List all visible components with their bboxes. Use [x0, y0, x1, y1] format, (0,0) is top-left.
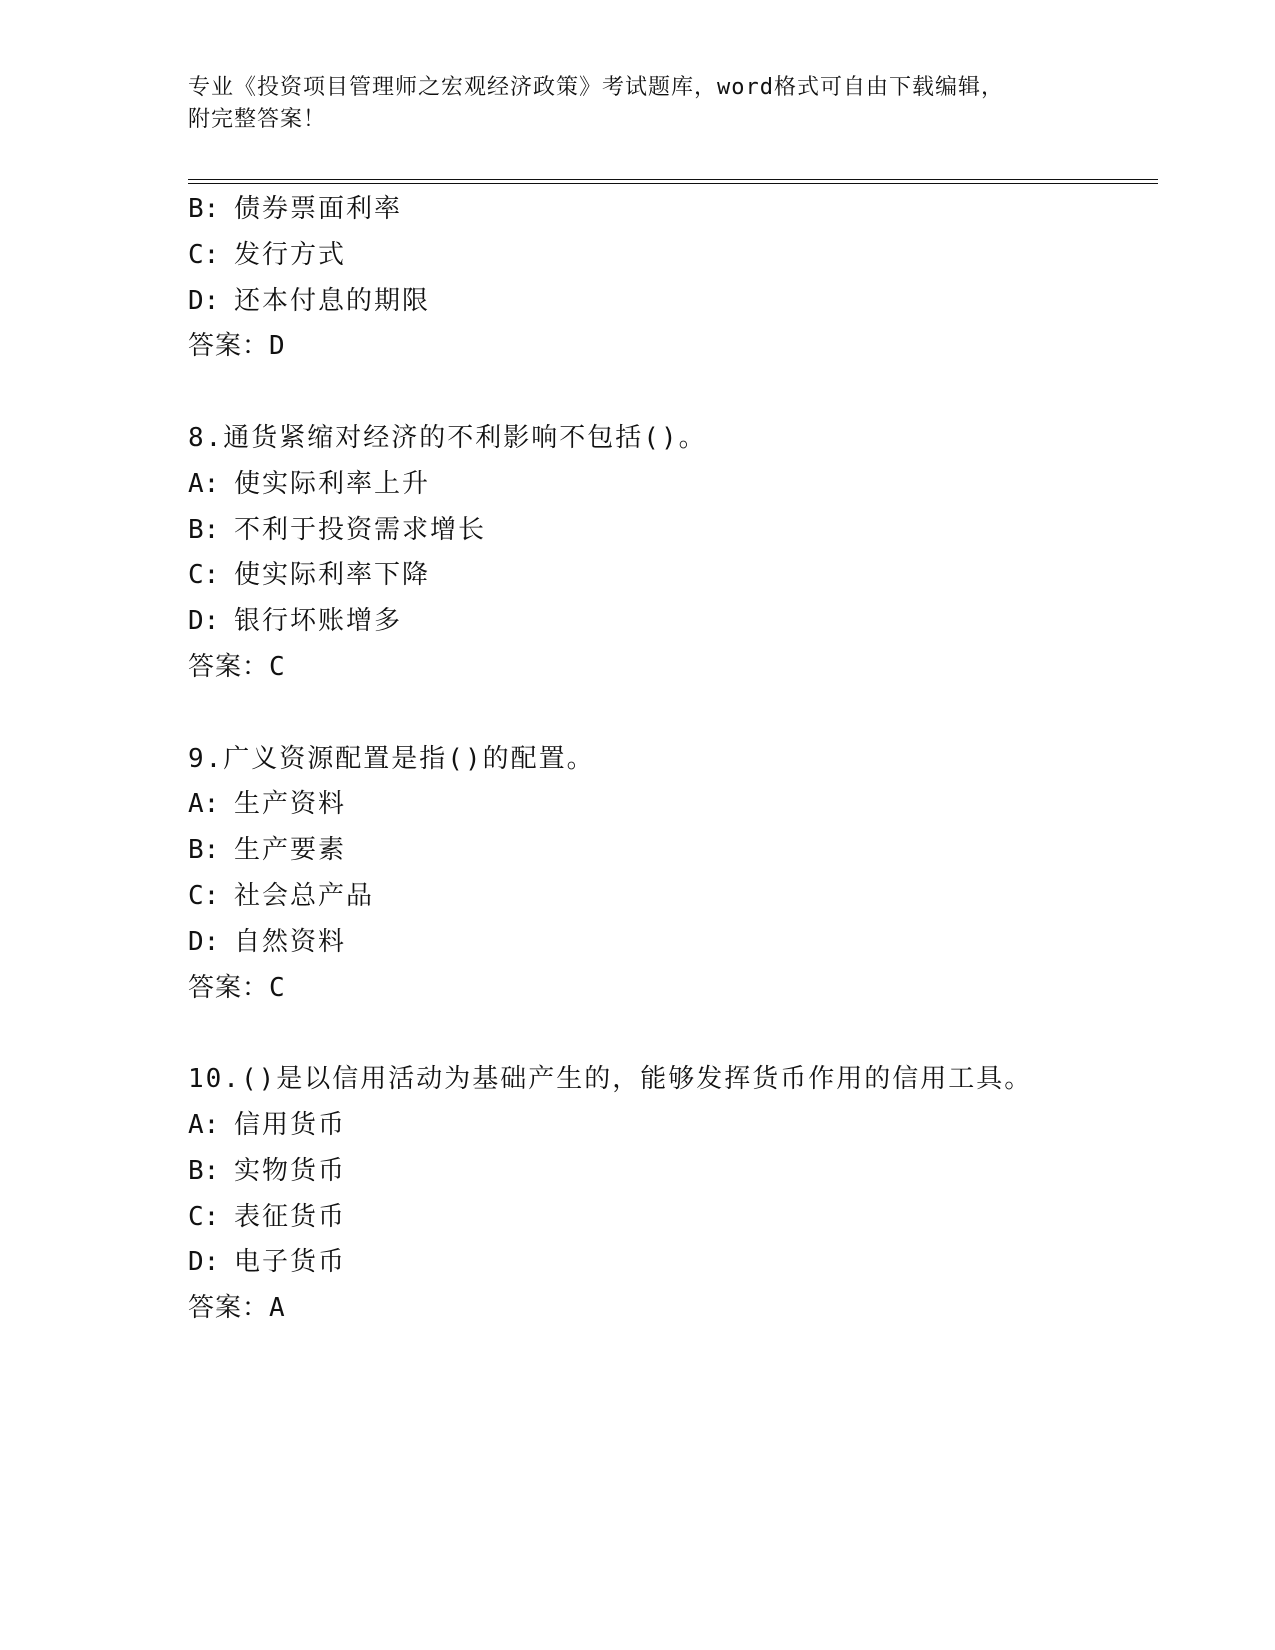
option-text: 使实际利率上升: [234, 468, 431, 499]
option-d: [188, 920, 1148, 966]
spacer: [188, 1011, 1148, 1057]
option-a: [188, 782, 1148, 828]
answer-line: [188, 324, 1148, 370]
option-text: 社会总产品: [234, 880, 375, 911]
answer-label: 答案：: [188, 1293, 270, 1324]
answer-line: [188, 1286, 1148, 1332]
question-7-continued: [188, 187, 1148, 370]
option-letter: C:: [188, 880, 220, 911]
option-text: 债券票面利率: [234, 194, 403, 224]
question-9: [188, 737, 1148, 1012]
option-letter: A:: [188, 468, 220, 499]
option-a: [188, 462, 1148, 508]
option-letter: D:: [188, 926, 220, 957]
option-text: 银行坏账增多: [234, 606, 403, 637]
option-text: 使实际利率下降: [234, 560, 431, 591]
option-b: [188, 1149, 1148, 1195]
spacer: [188, 691, 1148, 737]
option-text: 生产资料: [234, 789, 347, 820]
question-text: 9.广义资源配置是指()的配置。: [188, 743, 595, 774]
option-d: [188, 599, 1148, 645]
option-c: [188, 874, 1148, 920]
question-text: 8.通货紧缩对经济的不利影响不包括()。: [188, 422, 707, 453]
answer-line: [188, 966, 1148, 1012]
option-text: 发行方式: [234, 239, 347, 270]
option-b: [188, 187, 1148, 233]
option-c: [188, 553, 1148, 599]
option-letter: C:: [188, 1201, 220, 1232]
answer-value: D: [269, 331, 286, 362]
header-divider-top: [188, 179, 1158, 180]
option-b: [188, 828, 1148, 874]
option-letter: D:: [188, 1247, 220, 1278]
option-letter: A:: [188, 1109, 220, 1140]
option-d: [188, 1240, 1148, 1286]
option-letter: D:: [188, 285, 220, 316]
option-d: [188, 279, 1148, 325]
option-letter: D:: [188, 606, 220, 637]
option-letter: B:: [188, 514, 220, 545]
header-line-1: 专业《投资项目管理师之宏观经济政策》考试题库，word格式可自由下载编辑，: [188, 75, 1004, 100]
option-letter: B:: [188, 1155, 220, 1186]
spacer: [188, 370, 1148, 416]
document-header: [188, 72, 1088, 136]
option-text: 表征货币: [234, 1201, 347, 1232]
option-letter: C:: [188, 560, 220, 591]
answer-label: 答案：: [188, 331, 270, 362]
option-text: 实物货币: [234, 1155, 347, 1186]
option-letter: B:: [188, 835, 220, 866]
option-letter: A:: [188, 789, 220, 820]
option-c: [188, 233, 1148, 279]
answer-value: A: [269, 1293, 286, 1324]
option-text: 自然资料: [234, 926, 347, 957]
question-8: [188, 416, 1148, 691]
option-text: 信用货币: [234, 1109, 347, 1140]
option-letter: B:: [188, 194, 220, 224]
header-line-2: 附完整答案！: [188, 107, 327, 132]
question-text: 10.()是以信用活动为基础产生的，能够发挥货币作用的信用工具。: [188, 1064, 1033, 1095]
option-letter: C:: [188, 239, 220, 270]
answer-label: 答案：: [188, 972, 270, 1003]
question-10: [188, 1057, 1148, 1332]
answer-line: [188, 645, 1148, 691]
answer-label: 答案：: [188, 651, 270, 682]
option-text: 不利于投资需求增长: [234, 514, 487, 545]
option-c: [188, 1195, 1148, 1241]
option-b: [188, 508, 1148, 554]
option-text: 还本付息的期限: [234, 285, 431, 316]
question-list: [188, 187, 1148, 1332]
answer-value: C: [269, 972, 286, 1003]
option-a: [188, 1103, 1148, 1149]
option-text: 电子货币: [234, 1247, 347, 1278]
answer-value: C: [269, 651, 286, 682]
header-divider-bottom: [188, 183, 1158, 184]
option-text: 生产要素: [234, 835, 347, 866]
